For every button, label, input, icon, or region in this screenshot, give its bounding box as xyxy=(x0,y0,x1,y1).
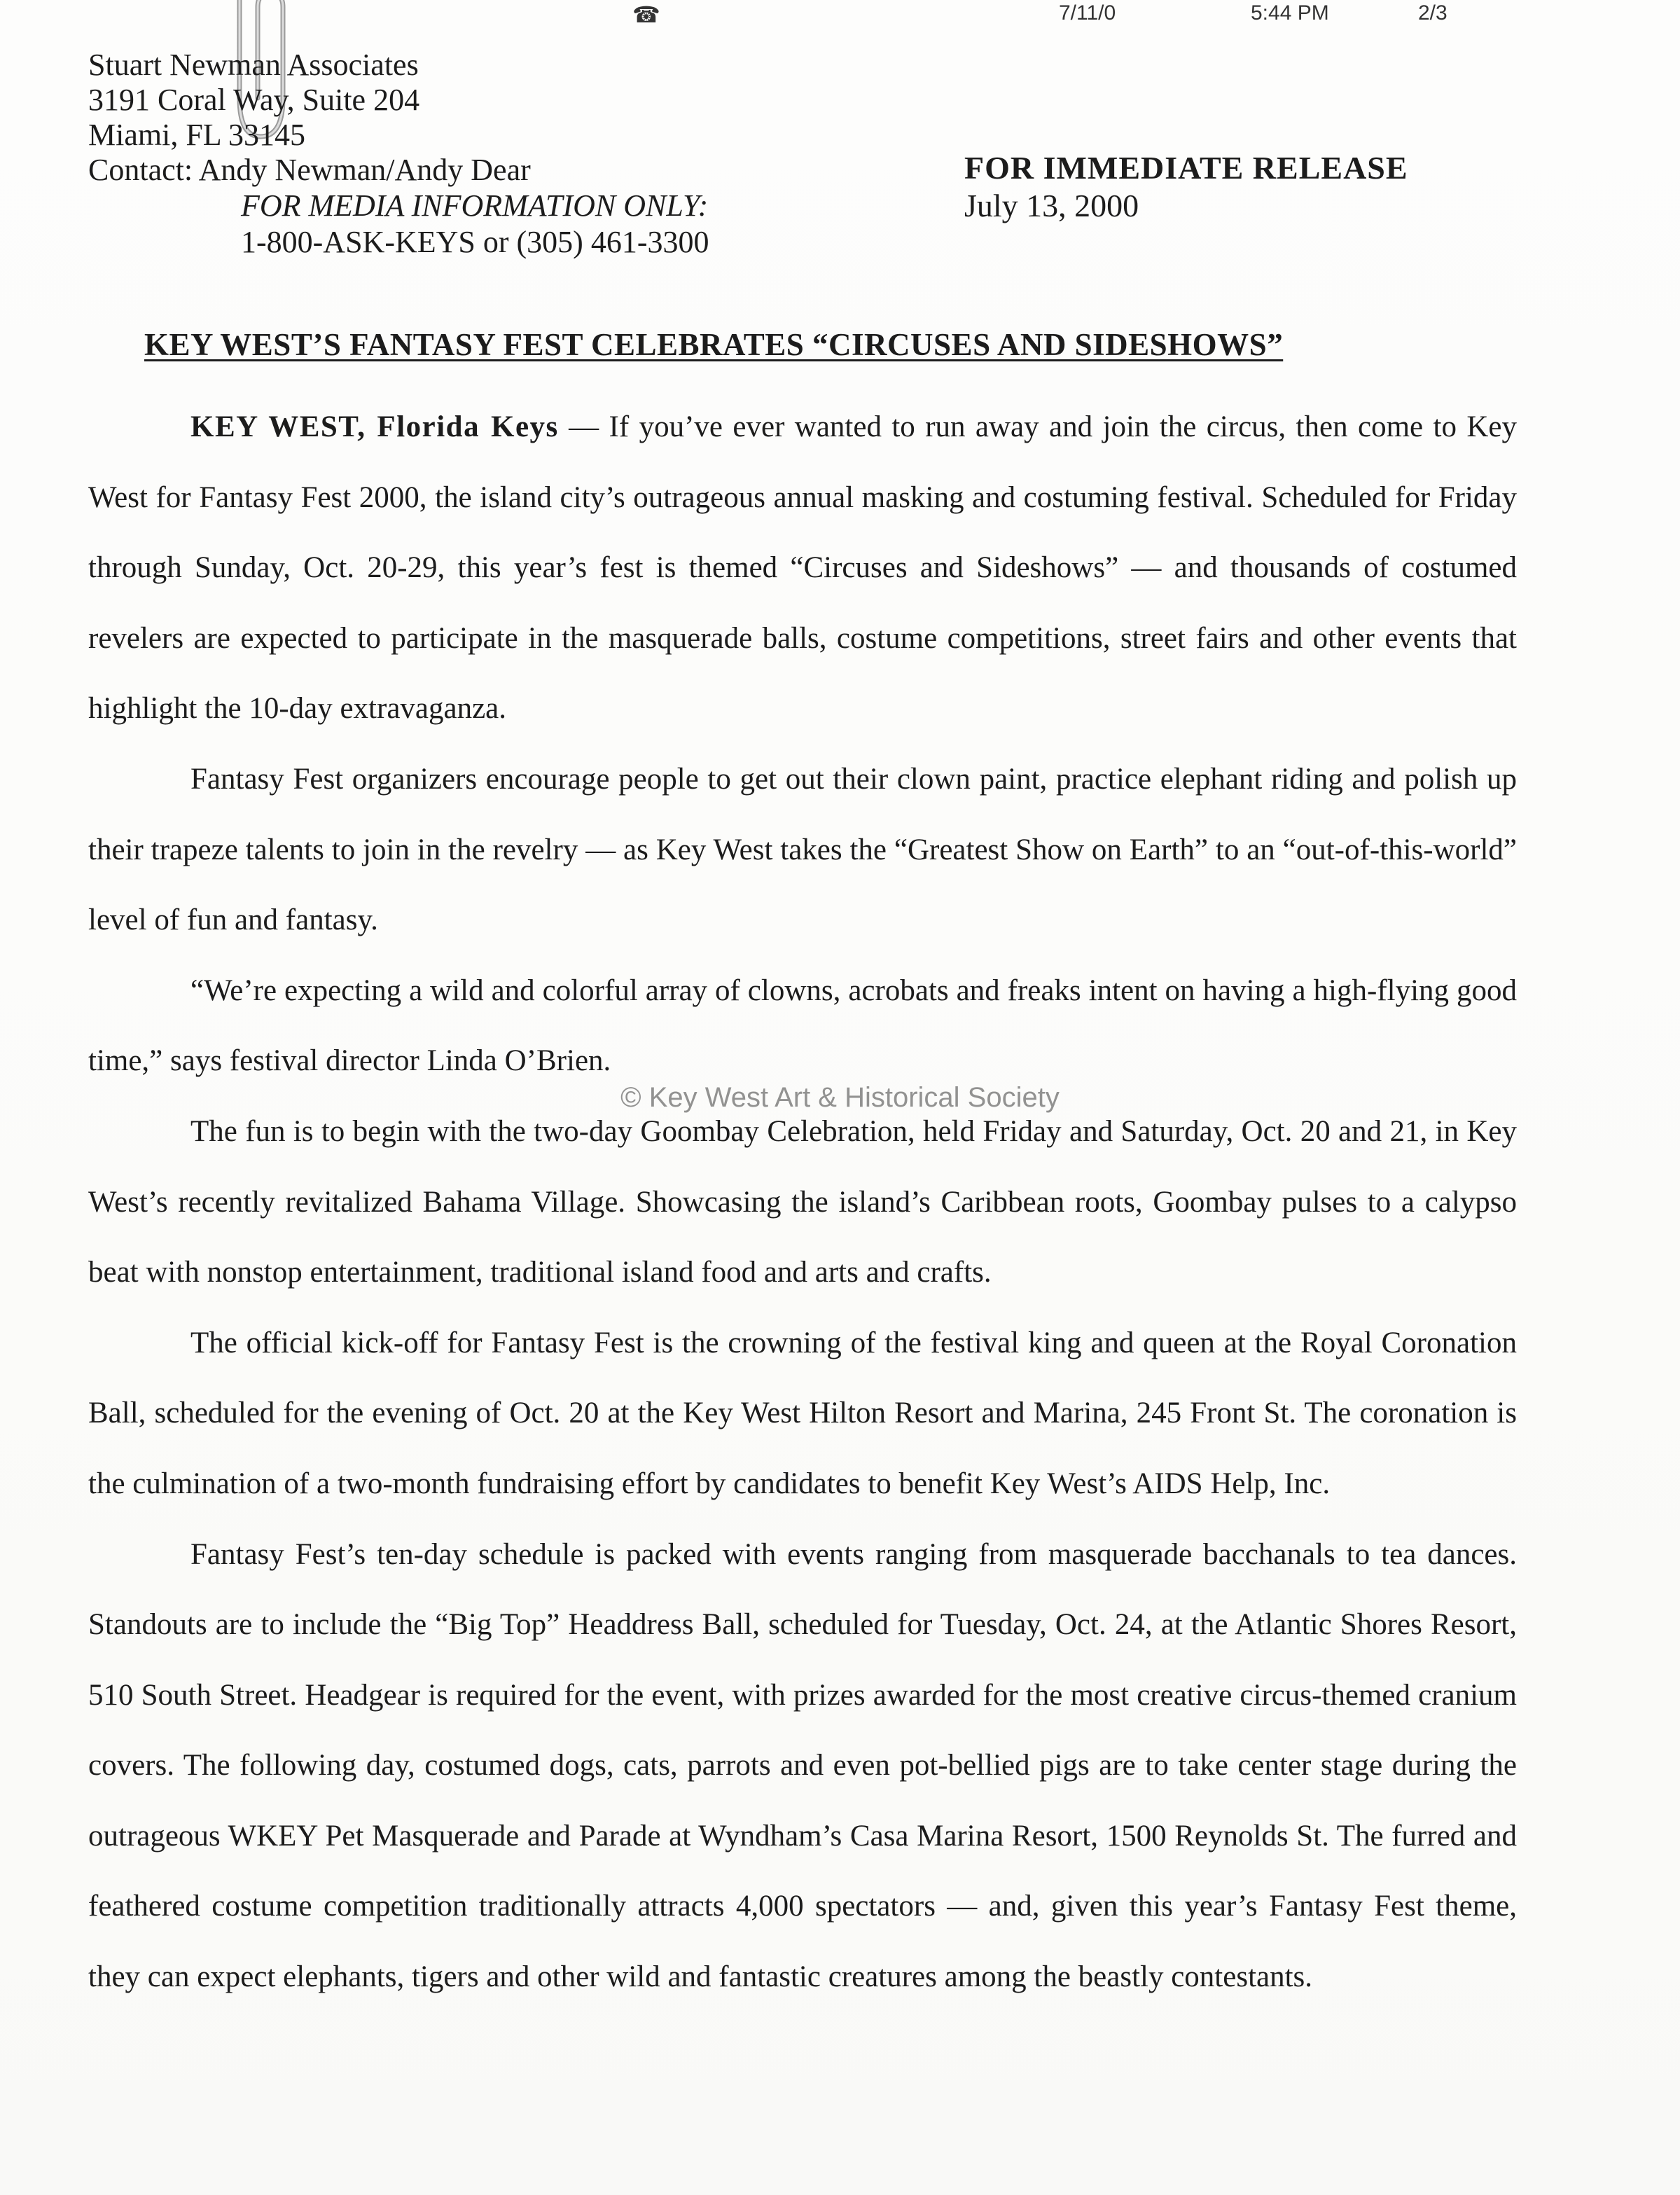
dateline: KEY WEST, Florida Keys xyxy=(190,410,559,443)
fax-date: 7/11/0 xyxy=(1059,1,1116,25)
fax-page-number: 2/3 xyxy=(1418,1,1448,25)
media-only-label: FOR MEDIA INFORMATION ONLY: xyxy=(241,188,709,223)
paragraph-2: Fantasy Fest organizers encourage people to get out their clown paint, practice elephant riding and polish up their trapeze talents to join in the revelry — as Key West takes the “Greatest Show on Earth” to an “out-of-this-world” level of fun and fantasy. xyxy=(88,762,1517,937)
sender-address-line2: Miami, FL 33145 xyxy=(88,118,306,152)
sender-block xyxy=(88,48,531,188)
media-phone-numbers: 1-800-ASK-KEYS or (305) 461-3300 xyxy=(241,225,709,259)
sender-address-line1: 3191 Coral Way, Suite 204 xyxy=(88,83,420,117)
phone-icon: ☎ xyxy=(632,2,660,27)
article-body xyxy=(88,392,1517,2013)
sender-contact: Contact: Andy Newman/Andy Dear xyxy=(88,153,531,187)
sender-company: Stuart Newman Associates xyxy=(88,48,419,82)
media-info-block xyxy=(241,188,709,261)
fax-time: 5:44 PM xyxy=(1251,1,1329,25)
paragraph-6: Fantasy Fest’s ten-day schedule is packed with events ranging from masquerade bacchanals to tea dances. Standouts are to include the “Big Top” Headdress Ball, scheduled for Tuesday, Oct. 24, at the Atlantic Shores Resort, 510 South Street. Headgear is required for the event, with prizes awarded for the most creative circus-themed cranium covers. The following day, costumed dogs, cats, parrots and even pot-bellied pigs are to take center stage during the outrageous WKEY Pet Masquerade and Parade at Wyndham’s Casa Marina Resort, 1500 Reynolds St. The furred and feathered costume competition traditionally attracts 4,000 spectators — and, given this year’s Fantasy Fest theme, they can expect elephants, tigers and other wild and fantastic creatures among the beastly contestants. xyxy=(88,1537,1517,1994)
copyright-watermark: © Key West Art & Historical Society xyxy=(620,1082,1060,1113)
release-label: FOR IMMEDIATE RELEASE xyxy=(964,150,1408,186)
paragraph-1-text: — If you’ve ever wanted to run away and join the circus, then come to Key West for Fantasy Fest 2000, the island city’s outrageous annual masking and costuming festival. Scheduled for Friday through Sunday, Oct. 20-29, this year’s fest is themed “Circuses and Sideshows” — and thousands of costumed revelers are expected to participate in the masquerade balls, costume competitions, street fairs and other events that highlight the 10-day extravaganza. xyxy=(88,410,1517,726)
paragraph-4: The fun is to begin with the two-day Goombay Celebration, held Friday and Saturday, Oct. 20 and 21, in Key West’s recently revitalized Bahama Village. Showcasing the island’s Caribbean roots, Goombay pulses to a calypso beat with nonstop entertainment, traditional island food and arts and crafts. xyxy=(88,1114,1517,1289)
headline: KEY WEST’S FANTASY FEST CELEBRATES “CIRCUSES AND SIDESHOWS” xyxy=(144,327,1284,362)
release-block xyxy=(964,149,1408,225)
paragraph-1 xyxy=(88,392,1517,745)
paragraph-3: “We’re expecting a wild and colorful array of clowns, acrobats and freaks intent on having a high-flying good time,” says festival director Linda O’Brien. xyxy=(88,974,1517,1078)
paragraph-5: The official kick-off for Fantasy Fest is the crowning of the festival king and queen at the Royal Coronation Ball, scheduled for the evening of Oct. 20 at the Key West Hilton Resort and Marina, 245 Front St. The coronation is the culmination of a two-month fundraising effort by candidates to benefit Key West’s AIDS Help, Inc. xyxy=(88,1326,1517,1500)
release-date: July 13, 2000 xyxy=(964,188,1139,223)
